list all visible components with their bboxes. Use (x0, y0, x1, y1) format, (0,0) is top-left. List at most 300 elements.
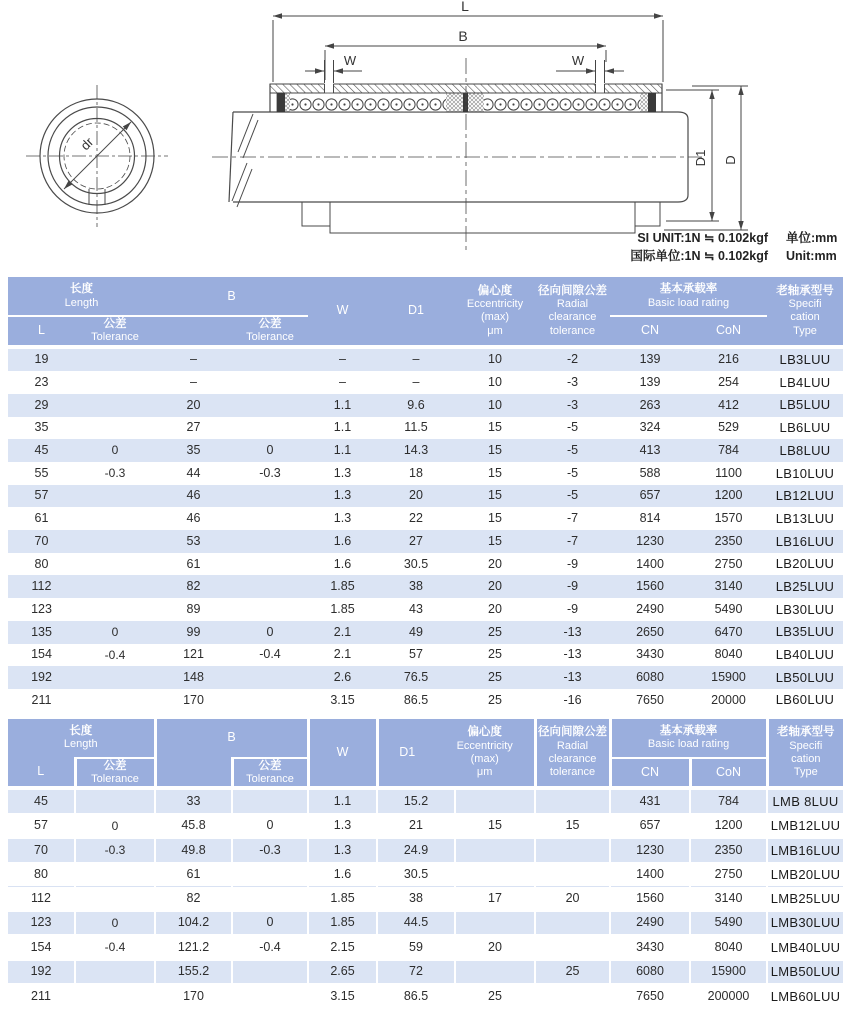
cell-d1: 9.6 (407, 397, 425, 412)
cell-btol (232, 394, 308, 417)
cell-btol (232, 417, 308, 440)
unit-mm-en: Unit:mm (786, 249, 837, 263)
cell-l: 35 (34, 420, 49, 435)
header-b-blank (155, 316, 232, 347)
dim-label-d1: D1 (693, 149, 708, 167)
header-radial-clearance: 径向间隙公差 Radial clearance tolerance (535, 719, 610, 789)
cell-d1: 49 (409, 624, 423, 639)
cell-l: 57 (34, 488, 49, 503)
cell-rad (535, 788, 610, 814)
cell-rad: -2 (566, 352, 579, 367)
cell-b: 20 (186, 397, 201, 412)
table-row (8, 814, 843, 839)
cell-type: LMB20LUU (767, 863, 843, 887)
cell-con: 15900 (690, 960, 767, 985)
cell-btol (232, 666, 308, 689)
table-row (8, 788, 843, 814)
cell-type: LB6LUU (779, 420, 831, 436)
cell-ecc: 25 (488, 669, 502, 684)
cell-l: 135 (31, 624, 52, 639)
cell-type: LB8LUU (779, 442, 831, 458)
cell-btol: -0.3 (259, 465, 281, 480)
cell-w: 2.1 (333, 647, 352, 662)
cell-cn: 7650 (610, 984, 690, 1009)
cell-tol: -0.4 (75, 935, 155, 960)
si-unit-note: SI UNIT:1N ≒ 0.102kgf (637, 231, 768, 245)
cell-cn: 2650 (636, 624, 664, 639)
cell-d1: 76.5 (403, 669, 429, 684)
cell-w: 1.85 (330, 579, 355, 594)
cell-l: 55 (34, 465, 49, 480)
cell-btol: 0 (266, 624, 274, 639)
table-row (8, 394, 843, 417)
table-row (8, 621, 843, 644)
header-length-group: 长度 Length (8, 719, 155, 758)
cell-w: 1.6 (333, 556, 352, 571)
cell-con: 1200 (690, 814, 767, 839)
cell-b: 99 (186, 624, 201, 639)
cell-tol: 0 (75, 911, 155, 936)
cell-rad: -5 (566, 465, 579, 480)
cell-b: 46 (186, 488, 201, 503)
cell-ecc: 15 (488, 443, 502, 458)
cell-cn: 413 (639, 443, 661, 458)
cell-con: 784 (718, 443, 739, 458)
cell-type: LB20LUU (775, 556, 835, 572)
table-row (8, 598, 843, 621)
cell-b: 61 (155, 863, 232, 887)
lb-series-table (8, 277, 843, 712)
cell-type: LB3LUU (779, 352, 831, 368)
cell-cn: 1230 (636, 533, 664, 548)
cell-tol: 0 (75, 814, 155, 839)
cell-w: 2.1 (333, 624, 352, 639)
cell-type: LB35LUU (775, 624, 835, 640)
cell-tol (75, 417, 155, 440)
cell-d1: 59 (377, 935, 455, 960)
cell-l: 80 (34, 556, 49, 571)
header-b-group: B (155, 277, 308, 316)
cell-b: 89 (186, 601, 201, 616)
cell-w: 1.1 (333, 397, 352, 412)
cell-b: 121 (183, 647, 204, 662)
header-l: L (8, 758, 75, 789)
cell-rad (535, 984, 610, 1009)
cell-ecc: 10 (488, 375, 502, 390)
cell-w: 3.15 (308, 984, 377, 1009)
cell-w: 1.1 (308, 788, 377, 814)
cell-tol (75, 530, 155, 553)
cell-tol: -0.3 (104, 466, 126, 481)
table-row (8, 462, 843, 485)
cell-w: – (339, 375, 346, 390)
header-eccentricity: 偏心度 Eccentricity (max) μm (455, 277, 535, 347)
dim-label-w-right: W (571, 53, 585, 68)
cell-type: LMB 8LUU (767, 788, 843, 814)
header-length-group: 长度 Length (8, 277, 155, 316)
cell-tol (75, 689, 155, 712)
cell-w: 1.3 (333, 488, 352, 503)
cell-d1: 21 (377, 814, 455, 839)
cell-rad: -9 (566, 601, 579, 616)
cell-d1: 15.2 (377, 788, 455, 814)
cell-cn: 657 (610, 814, 690, 839)
cell-l: 123 (8, 911, 75, 936)
front-view (26, 85, 168, 227)
cell-d1: 38 (409, 579, 423, 594)
drawing-area (0, 0, 850, 272)
cell-tol (75, 507, 155, 530)
cell-d1: – (412, 375, 420, 390)
cell-d1: 43 (409, 601, 423, 616)
cell-ecc (455, 788, 535, 814)
cell-tol: 0 (111, 443, 119, 458)
dim-label-d: D (723, 155, 738, 165)
cell-con: 1200 (714, 488, 743, 503)
cell-btol (232, 863, 308, 887)
cell-tol (75, 788, 155, 814)
cell-rad: -7 (566, 511, 579, 526)
cell-rad: -5 (566, 488, 579, 503)
cell-cn: 588 (639, 465, 661, 480)
cell-cn: 1560 (610, 887, 690, 911)
cell-tol (75, 598, 155, 621)
cell-w: 2.65 (308, 960, 377, 985)
cell-d1: 27 (409, 533, 423, 548)
cell-cn: 2490 (636, 601, 664, 616)
cell-b: – (190, 352, 197, 367)
cell-b: 27 (186, 420, 201, 435)
cell-rad: -16 (563, 692, 582, 707)
header-tolerance-l: 公差 Tolerance (75, 316, 155, 347)
cell-w: 1.1 (333, 420, 352, 435)
cell-tol: 0 (111, 624, 119, 639)
cell-con: 2350 (714, 533, 743, 548)
cell-b: 104.2 (155, 911, 232, 936)
cell-type: LB10LUU (775, 465, 835, 481)
cell-btol: -0.4 (232, 935, 308, 960)
cell-tol (75, 984, 155, 1009)
table-row (8, 644, 843, 667)
cell-ecc: 15 (455, 814, 535, 839)
cell-tol: -0.4 (104, 647, 126, 662)
unit-notes (630, 229, 844, 265)
cell-btol (232, 530, 308, 553)
header-tolerance-b: 公差 Tolerance (232, 316, 308, 347)
cell-ecc (455, 863, 535, 887)
cell-l: 80 (8, 863, 75, 887)
cell-ecc (455, 911, 535, 936)
cell-cn: 3430 (610, 935, 690, 960)
cell-d1: 72 (377, 960, 455, 985)
cell-w: 1.3 (333, 465, 352, 480)
cell-l: 57 (8, 814, 75, 839)
cell-type: LB5LUU (779, 397, 831, 413)
cell-ecc: 25 (455, 984, 535, 1009)
table-row (8, 530, 843, 553)
cell-d1: 18 (409, 465, 423, 480)
table-row (8, 347, 843, 372)
cell-con: 8040 (714, 647, 743, 662)
cell-rad: -5 (566, 443, 579, 458)
cell-b: 45.8 (155, 814, 232, 839)
header-type: 老轴承型号 Specifi cation Type (767, 719, 843, 789)
intl-unit-note: 国际单位:1N ≒ 0.102kgf (630, 249, 768, 263)
cell-d1: 44.5 (377, 911, 455, 936)
cell-d1: 20 (409, 488, 423, 503)
cell-btol: -0.4 (259, 647, 281, 662)
cell-d1: – (412, 352, 420, 367)
cell-rad (535, 911, 610, 936)
table-row (8, 911, 843, 936)
cell-ecc: 20 (488, 601, 502, 616)
cell-type: LMB12LUU (767, 814, 843, 839)
cell-cn: 324 (639, 420, 661, 435)
cell-l: 112 (31, 579, 52, 594)
cell-cn: 139 (639, 375, 661, 390)
header-load-group: 基本承载率 Basic load rating (610, 277, 767, 316)
cell-con: 529 (718, 420, 739, 435)
cell-b: 44 (186, 465, 201, 480)
cell-ecc: 15 (488, 488, 502, 503)
cell-d1: 14.3 (403, 443, 429, 458)
tables-area (8, 277, 850, 1010)
header-d1: D1 (377, 277, 455, 347)
cell-type: LB4LUU (779, 374, 831, 390)
cell-btol (232, 347, 308, 372)
cell-con: 216 (718, 352, 739, 367)
cell-ecc: 25 (488, 624, 502, 639)
cell-tol (75, 394, 155, 417)
cell-ecc: 15 (488, 465, 502, 480)
cell-con: 8040 (690, 935, 767, 960)
cell-type: LMB40LUU (767, 935, 843, 960)
cell-b: 33 (155, 788, 232, 814)
table-row (8, 575, 843, 598)
cell-w: 1.3 (308, 838, 377, 863)
table-row (8, 689, 843, 712)
cell-type: LB60LUU (775, 692, 835, 708)
cell-ecc: 25 (488, 647, 502, 662)
cell-tol (75, 666, 155, 689)
cell-tol (75, 887, 155, 911)
table-row (8, 887, 843, 911)
cell-ecc: 15 (488, 420, 502, 435)
cell-cn: 657 (639, 488, 661, 503)
cell-tol (75, 863, 155, 887)
cell-l: 192 (31, 669, 52, 684)
cell-type: LB12LUU (775, 488, 835, 504)
cell-ecc (455, 838, 535, 863)
cell-rad: -7 (566, 533, 579, 548)
table-row (8, 371, 843, 394)
cell-con: 20000 (711, 692, 746, 707)
header-b-group: B (155, 719, 308, 758)
cell-con: 6470 (714, 624, 743, 639)
cell-d1: 24.9 (377, 838, 455, 863)
header-load-group: 基本承载率 Basic load rating (610, 719, 767, 758)
header-w: W (308, 277, 377, 347)
cell-btol: 0 (232, 911, 308, 936)
table-row (8, 838, 843, 863)
cell-con: 2750 (714, 556, 743, 571)
cell-rad: 20 (535, 887, 610, 911)
cell-l: 45 (8, 788, 75, 814)
cell-cn: 814 (639, 511, 661, 526)
cell-b: 53 (186, 533, 201, 548)
cell-ecc: 15 (488, 533, 502, 548)
cell-tol (75, 960, 155, 985)
dimension-labels (344, 0, 738, 166)
cell-con: 1100 (715, 465, 742, 480)
header-l: L (8, 316, 75, 347)
cell-type: LB13LUU (775, 510, 835, 526)
cell-l: 154 (31, 647, 52, 662)
cell-type: LB25LUU (775, 578, 835, 594)
cell-b: 49.8 (155, 838, 232, 863)
cell-b: – (190, 375, 197, 390)
cell-w: 1.6 (333, 533, 352, 548)
header-d1-eccentricity: D1 偏心度 Eccentricity (max) μm (377, 719, 535, 789)
cell-tol (75, 347, 155, 372)
cell-type: LB16LUU (775, 533, 835, 549)
table-row (8, 935, 843, 960)
cell-tol (75, 575, 155, 598)
cell-type: LMB30LUU (767, 911, 843, 936)
cell-con: 412 (718, 397, 739, 412)
cell-w: 2.6 (333, 669, 352, 684)
cell-con: 3140 (714, 579, 743, 594)
cell-l: 61 (34, 511, 49, 526)
cell-rad: -13 (563, 624, 582, 639)
cell-btol (232, 485, 308, 508)
cell-l: 19 (34, 352, 49, 367)
cell-l: 211 (8, 984, 75, 1009)
cell-con: 5490 (714, 601, 743, 616)
cell-b: 82 (155, 887, 232, 911)
cell-cn: 6080 (610, 960, 690, 985)
header-w: W (308, 719, 377, 789)
header-b-blank (155, 758, 232, 789)
cell-con: 3140 (690, 887, 767, 911)
cell-btol (232, 984, 308, 1009)
cell-type: LMB50LUU (767, 960, 843, 985)
cell-b: 155.2 (155, 960, 232, 985)
cell-b: 35 (186, 443, 201, 458)
cell-btol (232, 689, 308, 712)
cell-b: 170 (155, 984, 232, 1009)
cell-tol (75, 485, 155, 508)
cell-b: 121.2 (155, 935, 232, 960)
cell-b: 82 (186, 579, 201, 594)
cell-l: 123 (31, 601, 52, 616)
cell-cn: 139 (639, 352, 661, 367)
table-row (8, 553, 843, 576)
cell-w: 1.85 (330, 601, 355, 616)
cell-type: LB30LUU (775, 601, 835, 617)
cell-type: LB50LUU (775, 669, 835, 685)
cell-b: 170 (183, 692, 204, 707)
cell-ecc (455, 960, 535, 985)
header-radial-clearance: 径向间隙公差 Radial clearance tolerance (535, 277, 610, 347)
table-row (8, 863, 843, 887)
cell-type: LMB60LUU (767, 984, 843, 1009)
table-row (8, 960, 843, 985)
lmb-series-table (8, 719, 843, 1010)
cell-cn: 3430 (636, 647, 664, 662)
cell-b: 46 (186, 511, 201, 526)
cell-l: 23 (34, 375, 49, 390)
cell-tol (75, 371, 155, 394)
cell-w: 1.1 (333, 443, 352, 458)
cell-b: 61 (186, 556, 201, 571)
cell-w: 2.15 (308, 935, 377, 960)
cell-cn: 1400 (610, 863, 690, 887)
cell-btol (232, 575, 308, 598)
cell-d1: 11.5 (404, 420, 428, 435)
cell-type: LMB25LUU (767, 887, 843, 911)
cell-con: 2750 (690, 863, 767, 887)
cell-cn: 263 (639, 397, 661, 412)
cell-btol (232, 507, 308, 530)
cell-l: 192 (8, 960, 75, 985)
cell-con: 5490 (690, 911, 767, 936)
cell-cn: 1230 (610, 838, 690, 863)
cell-cn: 2490 (610, 911, 690, 936)
cell-d1: 86.5 (377, 984, 455, 1009)
header-type: 老轴承型号 Specifi cation Type (767, 277, 843, 347)
cell-rad: 15 (535, 814, 610, 839)
cell-w: 3.15 (330, 692, 355, 707)
cell-l: 45 (34, 443, 49, 458)
cell-w: 1.3 (333, 511, 352, 526)
cell-cn: 431 (610, 788, 690, 814)
cell-tol: -0.3 (75, 838, 155, 863)
cell-ecc: 10 (488, 397, 502, 412)
cell-w: 1.85 (308, 911, 377, 936)
cell-con: 784 (690, 788, 767, 814)
cell-ecc: 15 (488, 511, 502, 526)
cell-btol: 0 (232, 814, 308, 839)
cell-btol (232, 371, 308, 394)
cell-btol (232, 553, 308, 576)
header-con: CoN (690, 758, 767, 789)
cell-l: 211 (31, 692, 52, 707)
cell-con: 200000 (690, 984, 767, 1009)
cell-con: 2350 (690, 838, 767, 863)
cell-cn: 7650 (636, 692, 664, 707)
table-row (8, 417, 843, 440)
cell-ecc: 20 (488, 556, 502, 571)
cell-rad: -9 (566, 556, 579, 571)
cell-ecc: 20 (455, 935, 535, 960)
header-cn: CN (610, 758, 690, 789)
cell-d1: 38 (377, 887, 455, 911)
cell-rad: -13 (563, 669, 582, 684)
cell-rad (535, 863, 610, 887)
header-con: CoN (690, 316, 767, 347)
cell-con: 15900 (711, 669, 746, 684)
cell-rad: -13 (563, 647, 582, 662)
table-row (8, 507, 843, 530)
cell-rad: 25 (535, 960, 610, 985)
side-view-section (212, 58, 702, 250)
dim-label-l: L (461, 0, 469, 14)
header-tolerance-l: 公差 Tolerance (75, 758, 155, 789)
cell-d1: 57 (409, 647, 423, 662)
cell-ecc: 17 (455, 887, 535, 911)
cell-type: LMB16LUU (767, 838, 843, 863)
